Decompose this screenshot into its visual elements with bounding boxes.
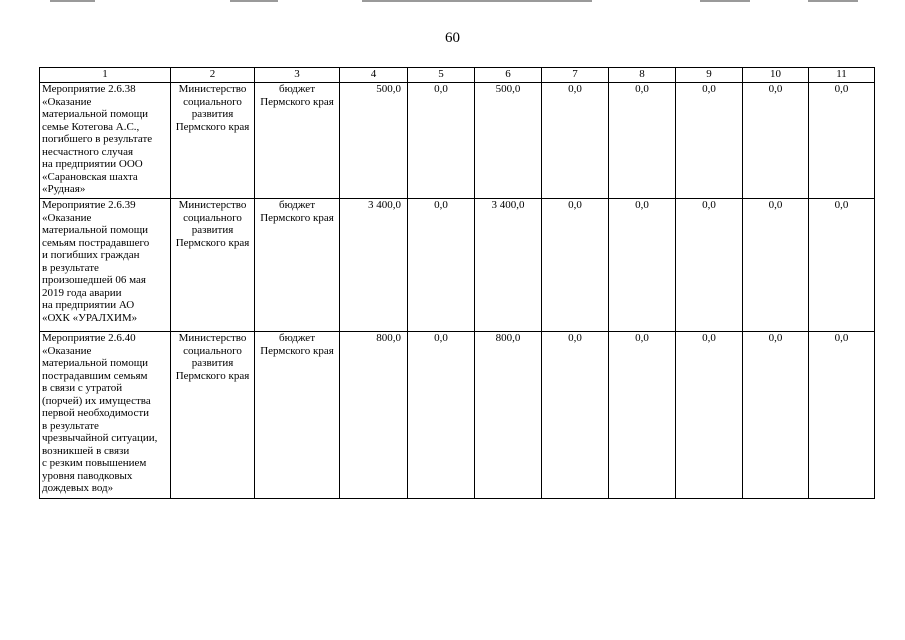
- column-header: 7: [542, 68, 609, 83]
- value-cell: 0,0: [609, 83, 676, 199]
- top-rule-4: [700, 0, 750, 2]
- top-rule-5: [808, 0, 858, 2]
- value-cell: 0,0: [408, 83, 475, 199]
- funding-source-cell: бюджет Пермского края: [255, 83, 340, 199]
- value-cell: 0,0: [743, 83, 809, 199]
- executor-cell: Министерство социального развития Пермского края: [171, 83, 255, 199]
- value-cell: 0,0: [809, 199, 875, 332]
- column-header: 4: [340, 68, 408, 83]
- funding-source-cell: бюджет Пермского края: [255, 332, 340, 499]
- column-header: 8: [609, 68, 676, 83]
- measure-name: Мероприятие 2.6.39 «Оказание материальной помощи семьям пострадавшего и погибших граждан в результате произошедшей 06 мая 2019 года аварии на предприятии АО «ОХК «УРАЛХИМ»: [40, 199, 171, 332]
- value-cell: 0,0: [408, 199, 475, 332]
- measure-name: Мероприятие 2.6.38 «Оказание материальной помощи семье Котегова А.С., погибшего в результате несчастного случая на предприятии ООО «Сарановская шахта «Рудная»: [40, 83, 171, 199]
- value-cell: 0,0: [408, 332, 475, 499]
- value-cell: 0,0: [542, 83, 609, 199]
- column-header: 2: [171, 68, 255, 83]
- value-cell: 800,0: [340, 332, 408, 499]
- measure-name: Мероприятие 2.6.40 «Оказание материальной помощи пострадавшим семьям в связи с утратой (порчей) их имущества первой необходимости в результате чрезвычайной ситуации, возникшей в связи с резким повышением уровня паводковых дождевых вод»: [40, 332, 171, 499]
- top-rule-1: [50, 0, 95, 2]
- column-header: 1: [40, 68, 171, 83]
- table-row: [40, 332, 875, 499]
- value-cell: 0,0: [676, 83, 743, 199]
- value-cell: 0,0: [809, 83, 875, 199]
- column-header: 6: [475, 68, 542, 83]
- budget-table: [39, 67, 875, 499]
- column-header: 3: [255, 68, 340, 83]
- executor-cell: Министерство социального развития Пермского края: [171, 332, 255, 499]
- column-header: 10: [743, 68, 809, 83]
- value-cell: 500,0: [340, 83, 408, 199]
- top-rule-2: [230, 0, 278, 2]
- value-cell: 0,0: [542, 332, 609, 499]
- table-row: [40, 199, 875, 332]
- value-cell: 0,0: [743, 199, 809, 332]
- value-cell: 3 400,0: [475, 199, 542, 332]
- value-cell: 0,0: [676, 199, 743, 332]
- value-cell: 0,0: [609, 332, 676, 499]
- funding-source-cell: бюджет Пермского края: [255, 199, 340, 332]
- value-cell: 0,0: [809, 332, 875, 499]
- value-cell: 0,0: [676, 332, 743, 499]
- value-cell: 0,0: [743, 332, 809, 499]
- column-header: 5: [408, 68, 475, 83]
- header-row: [40, 68, 875, 83]
- column-header: 11: [809, 68, 875, 83]
- value-cell: 500,0: [475, 83, 542, 199]
- value-cell: 0,0: [542, 199, 609, 332]
- page-number: 60: [445, 30, 460, 46]
- executor-cell: Министерство социального развития Пермского края: [171, 199, 255, 332]
- column-header: 9: [676, 68, 743, 83]
- top-rule-3: [362, 0, 592, 2]
- table-row: [40, 83, 875, 199]
- value-cell: 0,0: [609, 199, 676, 332]
- value-cell: 800,0: [475, 332, 542, 499]
- value-cell: 3 400,0: [340, 199, 408, 332]
